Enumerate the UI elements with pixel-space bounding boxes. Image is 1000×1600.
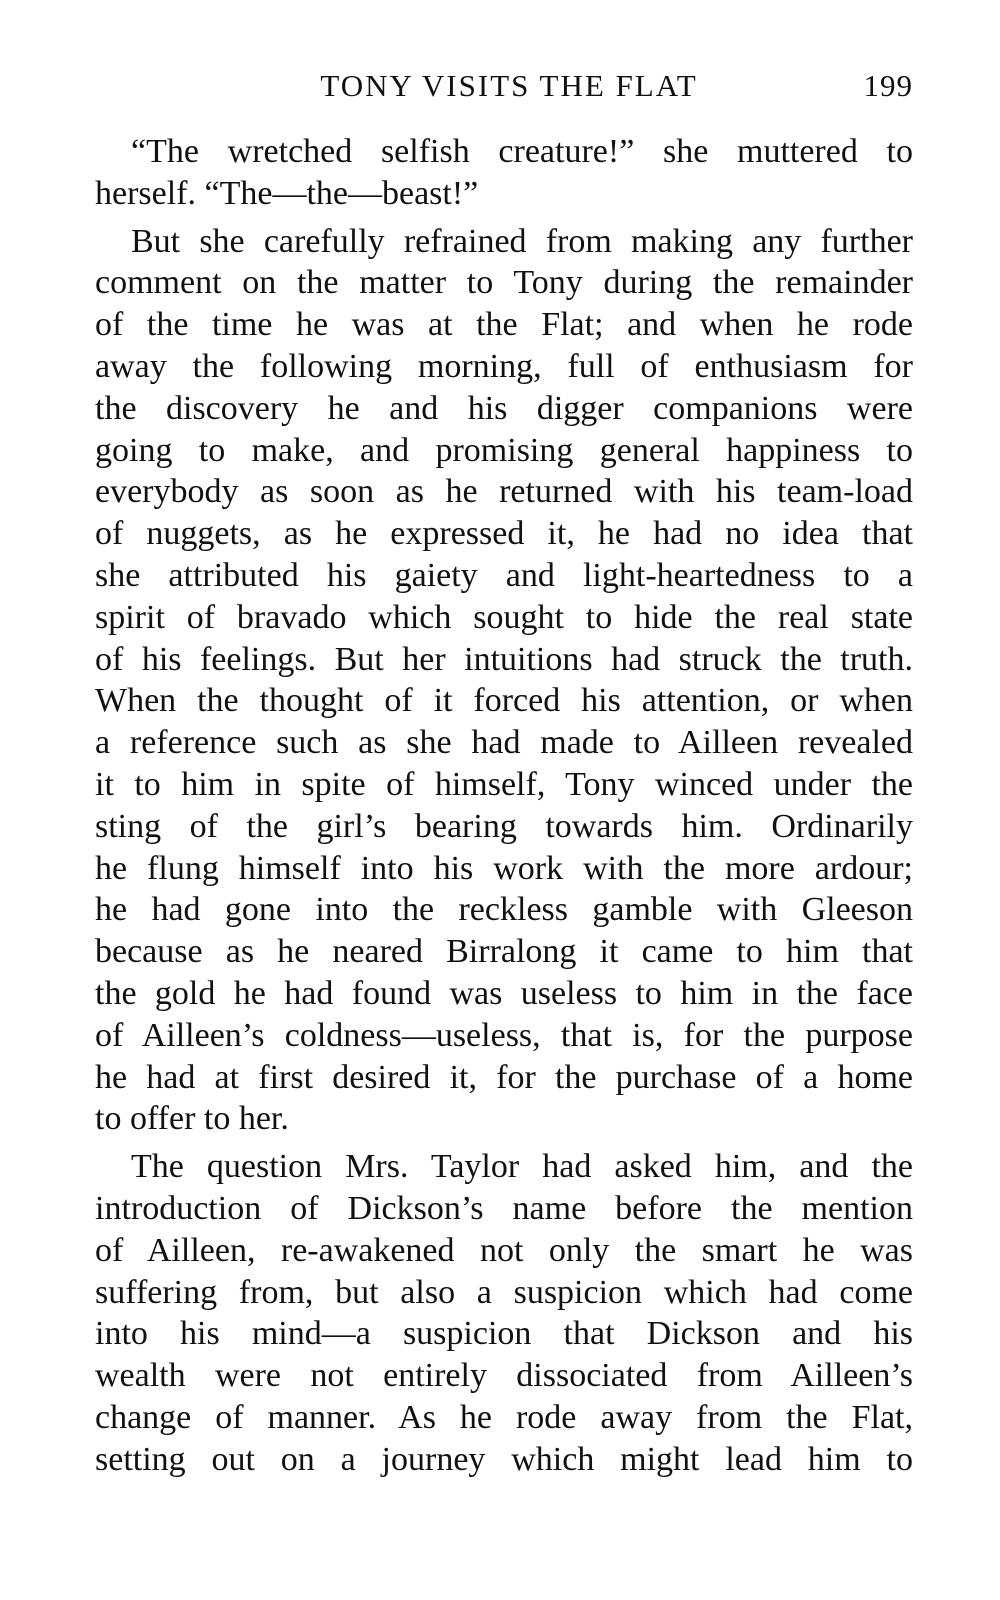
text-line: going to make, and promising general happiness to bbox=[95, 431, 913, 469]
text-line: suffering from, but also a suspicion which had come bbox=[95, 1273, 913, 1311]
text-line: of Ailleen’s coldness—useless, that is, for the purpose bbox=[95, 1016, 913, 1054]
text-line: spirit of bravado which sought to hide the real state bbox=[95, 598, 913, 636]
paragraph bbox=[95, 221, 913, 1141]
text-line: into his mind—a suspicion that Dickson and his bbox=[95, 1315, 913, 1353]
running-title: TONY VISITS THE FLAT bbox=[320, 68, 698, 103]
text-line: of Ailleen, re-awakened not only the smart he was bbox=[95, 1231, 913, 1269]
page-header bbox=[95, 60, 913, 116]
text-line: “The wretched selfish creature!” she muttered to bbox=[131, 133, 913, 170]
text-line: When the thought of it forced his attention, or when bbox=[95, 682, 913, 720]
paragraph bbox=[95, 131, 913, 215]
page-number: 199 bbox=[863, 68, 913, 103]
text-line: setting out on a journey which might lead him to bbox=[95, 1440, 913, 1478]
text-line: wealth were not entirely dissociated from Ailleen’s bbox=[95, 1357, 913, 1395]
book-page bbox=[95, 60, 913, 1478]
text-line: the discovery he and his digger companions were bbox=[95, 389, 913, 427]
text-line: the gold he had found was useless to him in the face bbox=[95, 974, 913, 1012]
text-line: comment on the matter to Tony during the remainder bbox=[95, 264, 913, 302]
text-line: he flung himself into his work with the more ardour; bbox=[95, 849, 913, 887]
text-line: it to him in spite of himself, Tony winced under the bbox=[95, 765, 913, 803]
text-line: because as he neared Birralong it came to him that bbox=[95, 933, 913, 971]
text-line: a reference such as she had made to Ailleen revealed bbox=[95, 724, 913, 762]
text-line: he had at first desired it, for the purchase of a home bbox=[95, 1058, 913, 1096]
text-line: he had gone into the reckless gamble with Gleeson bbox=[95, 891, 913, 929]
text-line: away the following morning, full of enthusiasm for bbox=[95, 347, 913, 385]
text-line: of his feelings. But her intuitions had struck the truth. bbox=[95, 640, 913, 678]
text-line: The question Mrs. Taylor had asked him, and the bbox=[131, 1148, 913, 1186]
text-line: she attributed his gaiety and light-heartedness to a bbox=[95, 556, 913, 594]
text-line: of the time he was at the Flat; and when he rode bbox=[95, 306, 913, 344]
text-line: introduction of Dickson’s name before the mention bbox=[95, 1189, 913, 1227]
body-text bbox=[95, 131, 913, 1487]
text-line: of nuggets, as he expressed it, he had no idea that bbox=[95, 515, 913, 553]
text-line: sting of the girl’s bearing towards him. Ordinarily bbox=[95, 807, 913, 845]
paragraph bbox=[95, 1146, 913, 1480]
text-line: But she carefully refrained from making any further bbox=[131, 222, 913, 260]
text-line: to offer to her. bbox=[95, 1100, 289, 1138]
text-line: change of manner. As he rode away from the Flat, bbox=[95, 1398, 913, 1436]
text-line: herself. “The—the—beast!” bbox=[95, 174, 479, 212]
text-line: everybody as soon as he returned with his team-load bbox=[95, 473, 913, 511]
